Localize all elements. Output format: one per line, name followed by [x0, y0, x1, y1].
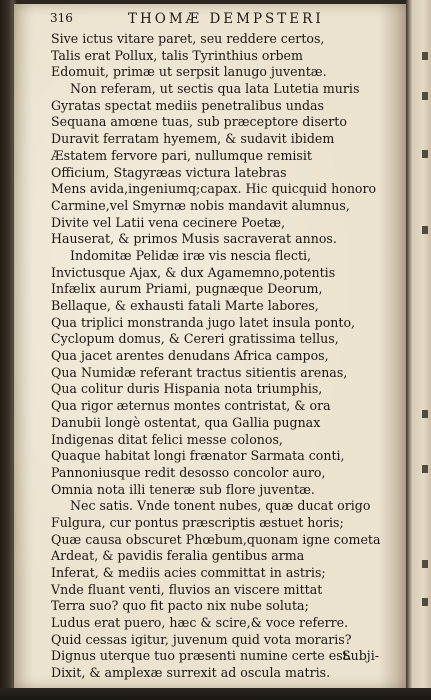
- edge-mark: [422, 410, 428, 418]
- verse-line: Quid cessas igitur, juvenum quid vota moraris?: [51, 631, 352, 647]
- verse-line: Cyclopum domus, & Cereri gratissima tellus,: [51, 331, 339, 347]
- verse-line: Vnde fluant venti, fluvios an viscere mittat: [51, 581, 323, 597]
- verse-line: Omnia nota illi teneræ sub flore juventæ.: [51, 481, 315, 497]
- edge-mark: [422, 52, 428, 60]
- verse-line: Divite vel Latii vena cecinere Poetæ,: [51, 214, 286, 230]
- verse-line: Non referam, ut sectis qua lata Lutetia muris: [70, 81, 360, 97]
- verse-line: Dignus uterque tuo præsenti numine certe est.: [51, 648, 352, 664]
- verse-line: Æstatem fervore pari, nullumque remisit: [51, 147, 312, 163]
- verse-line: Gyratas spectat mediis penetralibus undas: [51, 97, 324, 113]
- verse-line: Quæ causa obscuret Phœbum,quonam igne cometa: [51, 531, 381, 547]
- edge-mark: [422, 150, 428, 158]
- edge-mark: [422, 598, 428, 606]
- verse-line: Carmine,vel Smyrnæ nobis mandavit alumnus,: [51, 197, 350, 213]
- verse-line: Hauserat, & primos Musis sacraverat annos.: [51, 231, 337, 247]
- verse-line: Terra suo? quo fit pacto nix nube soluta;: [51, 598, 309, 614]
- verse-line: Officium, Stagyræas victura latebras: [51, 164, 287, 180]
- header-title: THOMÆ DEMPSTERI: [128, 11, 324, 27]
- edge-mark: [422, 92, 428, 100]
- verse-body: [51, 31, 396, 682]
- verse-line: Sequana amœne tuas, sub præceptore diserto: [51, 114, 347, 130]
- verse-line: Invictusque Ajax, & dux Agamemno,potentis: [51, 264, 336, 280]
- verse-line: Quaque habitat longi frænator Sarmata conti,: [51, 448, 345, 464]
- verse-line: Danubii longè ostentat, qua Gallia pugnax: [51, 414, 321, 430]
- bottom-shadow: [0, 688, 431, 700]
- verse-line: Qua triplici monstranda jugo latet insula ponto,: [51, 314, 356, 330]
- verse-line: Pannoniusque redit desosso concolor auro,: [51, 464, 326, 480]
- verse-line: Dixit, & amplexæ surrexit ad oscula matris.: [51, 665, 331, 681]
- verse-line: Fulgura, cur pontus præscriptis æstuet horis;: [51, 514, 344, 530]
- verse-line: Indigenas ditat felici messe colonos,: [51, 431, 283, 447]
- verse-line: Indomitæ Pelidæ iræ vis nescia flecti,: [70, 247, 312, 263]
- verse-line: Qua Numidæ referant tractus sitientis arenas,: [51, 364, 348, 380]
- catchword: Subji-: [342, 648, 379, 663]
- edge-mark: [422, 226, 428, 234]
- verse-line: Ardeat, & pavidis feralia gentibus arma: [51, 548, 305, 564]
- verse-line: Inferat, & mediis acies committat in astris;: [51, 565, 326, 580]
- verse-line: Mens avida,ingeniumq;capax. Hic quicquid honoro: [51, 181, 377, 197]
- verse-line: Sive ictus vitare paret, seu reddere certos,: [51, 31, 325, 46]
- verse-line: Talis erat Pollux, talis Tyrinthius orbem: [51, 47, 303, 63]
- verse-line: Nec satis. Vnde tonent nubes, quæ ducat origo: [70, 498, 371, 514]
- verse-line: Qua rigor æternus montes contristat, & ora: [51, 398, 331, 414]
- verse-line: Ludus erat puero, hæc & scire,& voce referre.: [51, 615, 349, 631]
- edge-mark: [422, 465, 428, 473]
- verse-line: Qua jacet arentes denudans Africa campos,: [51, 348, 329, 364]
- verse-line: Edomuit, primæ ut serpsit lanugo juventæ.: [51, 64, 327, 80]
- verse-line: Duravit ferratam hyemem, & sudavit ibidem: [51, 131, 335, 147]
- verse-line: Qua colitur duris Hispania nota triumphis,: [51, 381, 323, 397]
- facing-page-edge: [406, 0, 431, 700]
- verse-line: Bellaque, & exhausti fatali Marte labores,: [51, 298, 319, 313]
- running-head: [50, 11, 390, 33]
- edge-mark: [422, 560, 428, 568]
- verse-line: Infælix aurum Priami, pugnæque Deorum,: [51, 281, 323, 297]
- page-number: 316: [50, 11, 73, 25]
